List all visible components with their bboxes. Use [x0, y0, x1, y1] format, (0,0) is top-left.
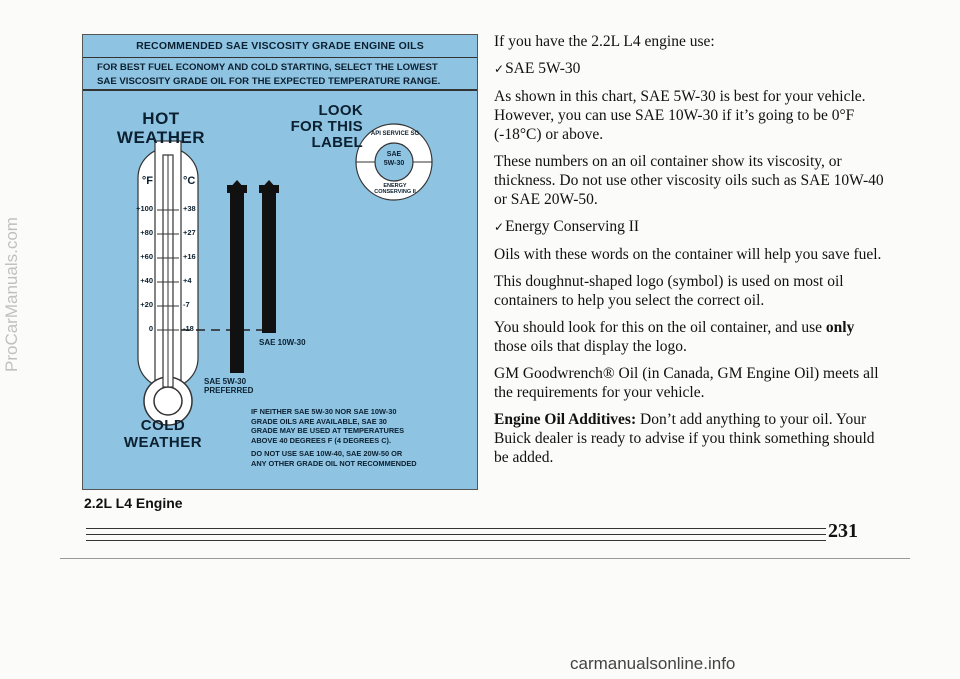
chart-notes	[251, 407, 465, 473]
hot-weather-label	[111, 109, 211, 147]
hot-weather-line2: WEATHER	[116, 128, 206, 147]
footer-site-text: carmanualsonline.info	[570, 654, 736, 673]
para3-bold: only	[825, 319, 855, 336]
intro-paragraph: If you have the 2.2L L4 engine use:	[494, 33, 715, 50]
c-tick: +16	[183, 252, 196, 261]
footer-rule	[86, 534, 826, 535]
look-line3: LABEL	[311, 134, 363, 151]
footer-rule	[86, 540, 826, 541]
cold-weather-label	[113, 417, 213, 451]
watermark-text: ProCarManuals.com	[2, 217, 21, 372]
f-tick: +100	[136, 204, 153, 213]
cold-weather-line2: WEATHER	[123, 434, 203, 451]
bar-10w30	[259, 180, 279, 333]
f-tick: +60	[140, 252, 153, 261]
bottom-rule	[60, 558, 910, 559]
cold-weather-line1: COLD	[140, 417, 186, 434]
api-ring-top-text: API SERVICE SG	[370, 131, 420, 137]
c-tick: -7	[183, 300, 190, 309]
list-item-body: Oils with these words on the container will help you save fuel.	[494, 246, 882, 263]
look-for-label	[263, 103, 363, 151]
chart-subtitle-line1: FOR BEST FUEL ECONOMY AND COLD STARTING, SELECT THE LOWEST	[97, 62, 438, 73]
paragraph-goodwrench: GM Goodwrench® Oil (in Canada, GM Engine Oil) meets all the requirements for your vehicle.	[494, 365, 879, 401]
list-item-head	[494, 59, 884, 79]
para3-after: those oils that display the logo.	[494, 338, 687, 355]
look-line1: LOOK	[318, 102, 363, 119]
para3-before: You should look for this on the oil container, and use	[494, 319, 826, 336]
paragraph-additives	[494, 410, 884, 467]
f-tick: +40	[140, 276, 153, 285]
chart-subtitle-line2: SAE VISCOSITY GRADE OIL FOR THE EXPECTED TEMPERATURE RANGE.	[97, 76, 441, 87]
api-ring-bottom-text: ENERGY CONSERVING II	[374, 183, 416, 195]
paragraph-viscosity: These numbers on an oil container show its viscosity, or thickness. Do not use other viscosity oils such as SAE 10W-40 or SAE 20W-50.	[494, 153, 884, 208]
paragraph-logo: This doughnut-shaped logo (symbol) is used on most oil containers to help you select the correct oil.	[494, 273, 844, 309]
f-tick: 0	[148, 324, 153, 333]
f-tick: +80	[140, 228, 153, 237]
page-number: 231	[828, 520, 858, 542]
note-2	[251, 449, 465, 468]
fahrenheit-header: °F	[141, 175, 153, 187]
api-center-line1: SAE	[386, 151, 402, 158]
note2-line2: ANY OTHER GRADE OIL NOT RECOMMENDED	[251, 458, 417, 468]
note1-line2: GRADE OILS ARE AVAILABLE, SAE 30	[251, 416, 387, 426]
bar-10w30-label: SAE 10W-30	[259, 338, 306, 347]
paragraph-look	[494, 318, 884, 356]
para5-bold: Engine Oil Additives:	[494, 411, 637, 428]
chart-title: RECOMMENDED SAE VISCOSITY GRADE ENGINE OILS	[83, 35, 477, 58]
chart-caption: 2.2L L4 Engine	[84, 495, 183, 511]
hot-weather-line1: HOT	[142, 109, 180, 128]
check-icon: ✓	[494, 62, 505, 76]
celsius-header: °C	[183, 175, 196, 187]
c-tick: -18	[183, 324, 194, 333]
f-tick: +20	[140, 300, 153, 309]
note2-line1: DO NOT USE SAE 10W-40, SAE 20W-50 OR	[251, 449, 403, 459]
list-item-head	[494, 217, 884, 237]
check-icon: ✓	[494, 220, 505, 234]
note1-line3: GRADE MAY BE USED AT TEMPERATURES	[251, 426, 405, 436]
item1-head: SAE 5W-30	[505, 60, 581, 77]
bar-5w30-label-line2: PREFERRED	[204, 386, 254, 395]
note-1	[251, 407, 465, 445]
bar-5w30	[227, 180, 247, 373]
item2-head: Energy Conserving II	[505, 218, 640, 235]
api-center-line2: 5W-30	[383, 160, 405, 167]
bar-5w30-label-line1: SAE 5W-30	[204, 377, 247, 386]
c-tick: +4	[183, 276, 192, 285]
look-line2: FOR THIS	[290, 118, 363, 135]
para5-rest: Don’t add anything to your oil. Your Buick dealer is ready to advise if you think something should be added.	[494, 411, 875, 466]
list-item-body: As shown in this chart, SAE 5W-30 is best for your vehicle. However, you can use SAE 10W-30 if it’s going to be 0°F (-18°C) or above.	[494, 88, 866, 143]
note1-line1: IF NEITHER SAE 5W-30 NOR SAE 10W-30	[251, 407, 397, 416]
viscosity-chart-panel	[82, 34, 478, 490]
note1-line4: ABOVE 40 DEGREES F (4 DEGREES C).	[251, 435, 392, 445]
footer-rule	[86, 528, 826, 529]
c-tick: +38	[183, 204, 196, 213]
body-text-column	[494, 32, 884, 475]
c-tick: +27	[183, 228, 196, 237]
